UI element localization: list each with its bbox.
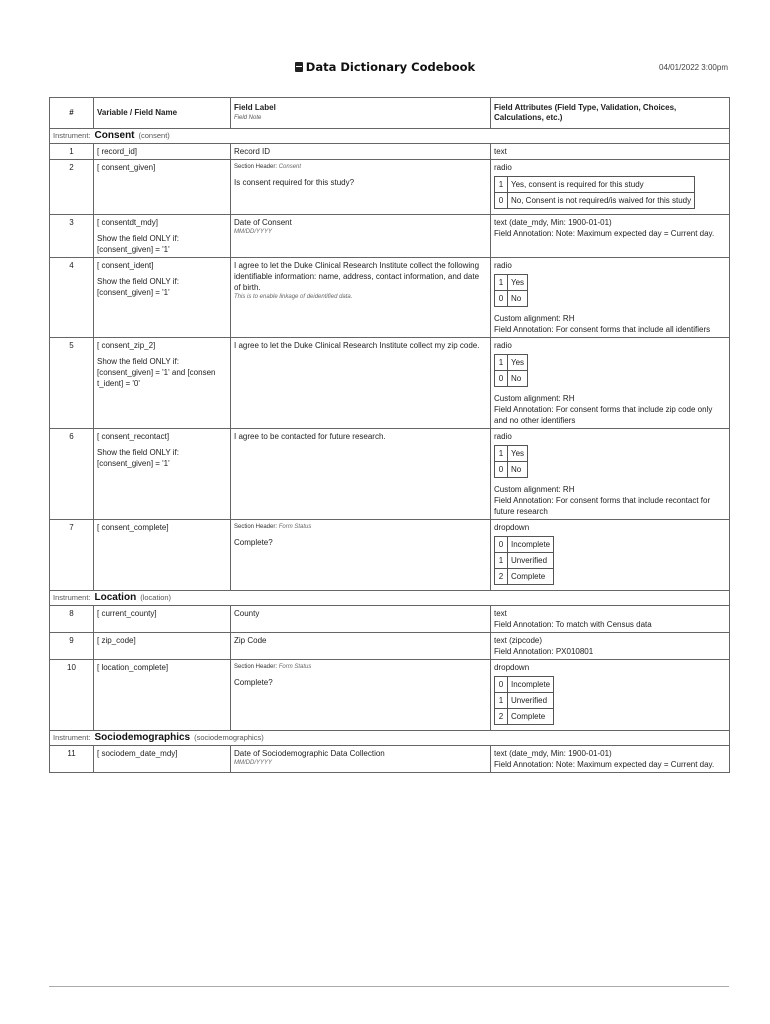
variable-name: [ location_complete] [94, 660, 231, 731]
choice-label: No [508, 291, 528, 307]
field-label: Zip Code [231, 633, 491, 660]
choices-table [494, 354, 528, 387]
choice-label: Complete [508, 709, 554, 725]
choice-value: 1 [495, 275, 508, 291]
field-number: 11 [50, 746, 94, 773]
variable-name: [ record_id] [94, 144, 231, 160]
field-note: MM/DD/YYYY [234, 229, 273, 235]
page-title: Data Dictionary Codebook [0, 60, 770, 74]
choice-row [495, 355, 528, 371]
field-note: MM/DD/YYYY [234, 760, 273, 766]
choice-row [495, 193, 695, 209]
field-label: Complete? [234, 678, 273, 687]
field-type: text [491, 144, 730, 160]
column-header-row [50, 98, 730, 129]
choice-row [495, 569, 554, 585]
field-annotation: Field Annotation: For consent forms that include recontact for future research [494, 496, 711, 516]
field-label: Date of Sociodemographic Data Collection [234, 749, 385, 758]
field-row [50, 215, 730, 258]
choice-row [495, 709, 554, 725]
column-header-attributes: Field Attributes (Field Type, Validation, Choices, Calculations, etc.) [491, 98, 730, 129]
variable-name: [ consentdt_mdy] [97, 218, 158, 227]
choice-label: Yes [508, 275, 528, 291]
choice-label: Yes [508, 355, 528, 371]
choice-label: Incomplete [508, 677, 554, 693]
field-number: 6 [50, 429, 94, 520]
choice-label: Incomplete [508, 537, 554, 553]
variable-name: [ consent_given] [94, 160, 231, 215]
field-row [50, 660, 730, 731]
section-header: Section Header: Form Status [234, 524, 312, 530]
choices-table [494, 176, 695, 209]
choice-row [495, 291, 528, 307]
branching-logic: Show the field ONLY if: [consent_given] = '1' [97, 277, 179, 297]
field-row [50, 160, 730, 215]
field-number: 5 [50, 338, 94, 429]
choice-row [495, 446, 528, 462]
field-label: I agree to be contacted for future research. [231, 429, 491, 520]
field-number: 2 [50, 160, 94, 215]
instrument-name: Location [94, 592, 137, 603]
section-header: Section Header: Consent [234, 164, 302, 170]
choice-row [495, 371, 528, 387]
choice-value: 2 [495, 569, 508, 585]
branching-logic: Show the field ONLY if: [consent_given] = '1' [97, 234, 179, 254]
field-number: 3 [50, 215, 94, 258]
field-type: dropdown [494, 523, 530, 532]
field-type: text (zipcode) [494, 636, 543, 645]
field-label: Record ID [231, 144, 491, 160]
field-type: text [494, 609, 507, 618]
instrument-name: Consent [94, 130, 135, 141]
field-label: Is consent required for this study? [234, 178, 355, 187]
field-annotation: Field Annotation: Note: Maximum expected day = Current day. [494, 229, 715, 238]
choice-label: Unverified [508, 693, 554, 709]
custom-alignment: Custom alignment: RH [494, 314, 575, 323]
variable-name: [ current_county] [94, 606, 231, 633]
choice-row [495, 553, 554, 569]
field-type: radio [494, 341, 512, 350]
choices-table [494, 445, 528, 478]
variable-name: [ sociodem_date_mdy] [94, 746, 231, 773]
field-type: radio [494, 432, 512, 441]
custom-alignment: Custom alignment: RH [494, 485, 575, 494]
field-row [50, 338, 730, 429]
variable-name: [ consent_complete] [94, 520, 231, 591]
field-row [50, 606, 730, 633]
choice-label: Complete [508, 569, 554, 585]
instrument-key: (sociodemographics) [194, 733, 264, 742]
branching-logic: Show the field ONLY if: [consent_given] = '1' and [consen t_ident] = '0' [97, 357, 216, 388]
choice-value: 2 [495, 709, 508, 725]
choices-table [494, 536, 554, 585]
choice-label: No [508, 371, 528, 387]
choice-row [495, 177, 695, 193]
choice-value: 1 [495, 553, 508, 569]
variable-name: [ zip_code] [94, 633, 231, 660]
field-number: 1 [50, 144, 94, 160]
choice-value: 1 [495, 355, 508, 371]
choice-label: No [508, 462, 528, 478]
generated-timestamp: 04/01/2022 3:00pm [659, 63, 728, 72]
field-number: 10 [50, 660, 94, 731]
field-label: I agree to let the Duke Clinical Research Institute collect my zip code. [231, 338, 491, 429]
column-header-label: Field Label Field Note [231, 98, 491, 129]
instrument-name: Sociodemographics [94, 732, 191, 743]
codebook-table [49, 97, 730, 773]
choice-value: 1 [495, 693, 508, 709]
field-row [50, 258, 730, 338]
choice-row [495, 462, 528, 478]
choice-label: Unverified [508, 553, 554, 569]
variable-name: [ consent_ident] [97, 261, 154, 270]
choice-row [495, 693, 554, 709]
field-note: This is to enable linkage of deidentified data. [234, 294, 353, 300]
choice-value: 0 [495, 291, 508, 307]
column-header-variable: Variable / Field Name [94, 98, 231, 129]
field-label: County [231, 606, 491, 633]
field-row [50, 429, 730, 520]
field-number: 8 [50, 606, 94, 633]
field-label: Date of Consent [234, 218, 292, 227]
field-row [50, 144, 730, 160]
field-label: I agree to let the Duke Clinical Research Institute collect the following identifiable information: name, address, contact information, and date of birth. [234, 261, 480, 292]
field-label: Complete? [234, 538, 273, 547]
field-annotation: Field Annotation: To match with Census data [494, 620, 652, 629]
choices-table [494, 274, 528, 307]
variable-name: [ consent_recontact] [97, 432, 170, 441]
field-row [50, 746, 730, 773]
field-number: 7 [50, 520, 94, 591]
choice-row [495, 677, 554, 693]
field-annotation: Field Annotation: For consent forms that include all identifiers [494, 325, 711, 334]
choice-value: 1 [495, 177, 508, 193]
choice-value: 0 [495, 462, 508, 478]
instrument-row-location: Instrument: Location (location) [50, 591, 730, 606]
field-number: 9 [50, 633, 94, 660]
field-annotation: Field Annotation: Note: Maximum expected day = Current day. [494, 760, 715, 769]
choice-label: No, Consent is not required/is waived for this study [508, 193, 695, 209]
choice-row [495, 537, 554, 553]
branching-logic: Show the field ONLY if: [consent_given] = '1' [97, 448, 179, 468]
variable-name: [ consent_zip_2] [97, 341, 156, 350]
choice-value: 0 [495, 677, 508, 693]
section-header: Section Header: Form Status [234, 664, 312, 670]
instrument-key: (consent) [138, 131, 170, 140]
choice-value: 0 [495, 537, 508, 553]
book-icon [295, 62, 303, 72]
field-type: dropdown [494, 663, 530, 672]
choice-label: Yes, consent is required for this study [508, 177, 695, 193]
instrument-key: (location) [140, 593, 172, 602]
instrument-row-sociodemographics: Instrument: Sociodemographics (sociodemographics) [50, 731, 730, 746]
choice-value: 0 [495, 193, 508, 209]
custom-alignment: Custom alignment: RH [494, 394, 575, 403]
field-row [50, 633, 730, 660]
column-header-note: Field Note [234, 115, 262, 121]
choices-table [494, 676, 554, 725]
field-annotation: Field Annotation: For consent forms that include zip code only and no other identifiers [494, 405, 713, 425]
field-type: text (date_mdy, Min: 1900-01-01) [494, 749, 612, 758]
field-type: radio [494, 163, 512, 172]
field-type: text (date_mdy, Min: 1900-01-01) [494, 218, 612, 227]
instrument-row-consent: Instrument: Consent (consent) [50, 129, 730, 144]
field-type: radio [494, 261, 512, 270]
choice-label: Yes [508, 446, 528, 462]
field-row [50, 520, 730, 591]
field-number: 4 [50, 258, 94, 338]
choice-value: 1 [495, 446, 508, 462]
choice-row [495, 275, 528, 291]
field-annotation: Field Annotation: PX010801 [494, 647, 594, 656]
footer-rule [49, 986, 729, 987]
column-header-number: # [50, 98, 94, 129]
choice-value: 0 [495, 371, 508, 387]
